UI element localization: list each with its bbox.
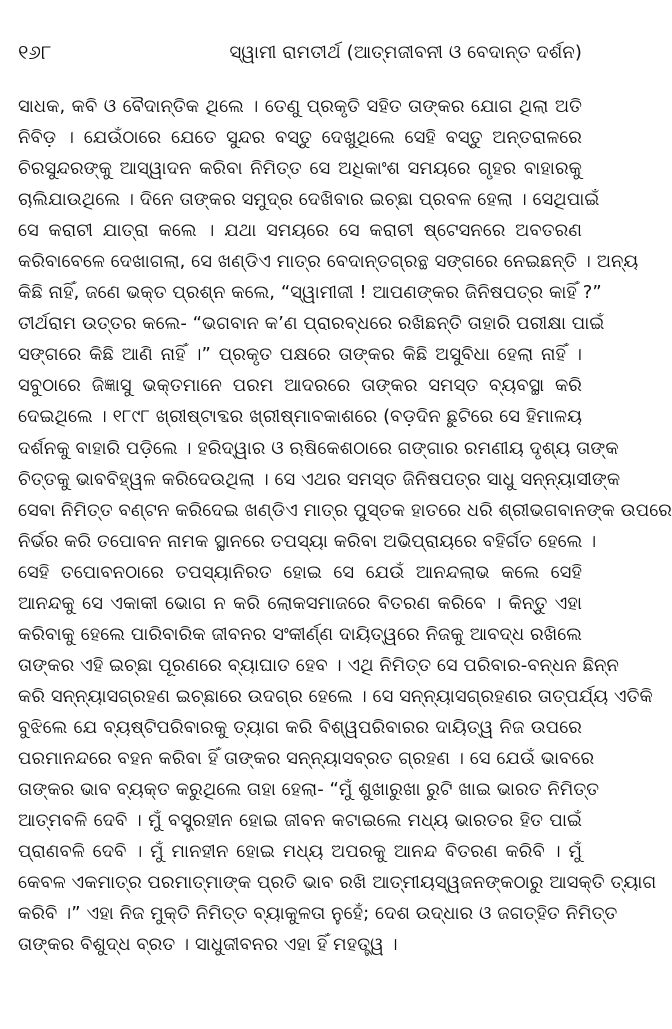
- running-title: ସ୍ୱାମୀ ରାମତୀର୍ଥ (ଆତ୍ମଜୀବନୀ ଓ ବେଦାନ୍ତ ଦର୍ଶନ): [229, 42, 582, 63]
- text-line: ନିର୍ଭର କରି ତପୋବନ ନାମକ ସ୍ଥାନରେ ତପସ୍ୟା କରିବା ଅଭିପ୍ରାୟରେ ବହିର୍ଗତ ହେଲେ ।: [18, 530, 597, 552]
- text-line: ସେବା ନିମିତ୍ତ ବଣ୍ଟନ କରିଦେଇ ଖଣ୍ଡିଏ ମାତ୍ର ପୁସ୍ତକ ହାତରେ ଧରି ଶ୍ରୀଭଗବାନଙ୍କ ଉପରେ: [18, 499, 672, 521]
- text-line: ଆନନ୍ଦକୁ ସେ ଏକାକୀ ଭୋଗ ନ କରି ଲୋକସମାଜରେ ବିତରଣ କରିବେ । କିନ୍ତୁ ଏହା: [18, 592, 582, 614]
- text-line: କରିବାବେଳେ ଦେଖାଗଲା, ସେ ଖଣ୍ଡିଏ ମାତ୍ର ବେଦାନ୍ତଗ୍ରନ୍ଥ ସଙ୍ଗରେ ନେଇଛନ୍ତି । ଅନ୍ୟ: [18, 251, 639, 273]
- text-line: ତୀର୍ଥରାମ ଉତ୍ତର କଲେ- “ଭଗବାନ କ’ଣ ପ୍ରାରବ୍ଧରେ ରଖିଛନ୍ତି ତାହାରି ପରୀକ୍ଷା ପାଇଁ: [18, 313, 605, 335]
- text-line: ପରମାନନ୍ଦରେ ବହନ କରିବା ହିଁ ତାଙ୍କର ସନ୍ନ୍ୟାସବ୍ରତ ଗ୍ରହଣ । ସେ ଯେଉଁ ଭାବରେ: [18, 747, 595, 769]
- text-line: କରିବାକୁ ହେଲେ ପାରିବାରିକ ଜୀବନର ସଂକୀର୍ଣ୍ଣ ଦାୟିତ୍ୱରେ ନିଜକୁ ଆବଦ୍ଧ ରଖିଲେ: [18, 623, 582, 645]
- text-line: ସଙ୍ଗରେ କିଛି ଆଣି ନାହିଁ ।” ପ୍ରକୃତ ପକ୍ଷରେ ତାଙ୍କର କିଛି ଅସୁବିଧା ହେଲା ନାହିଁ ।: [18, 344, 582, 366]
- text-line: ସେ କରାଚୀ ଯାତ୍ରା କଲେ । ଯଥା ସମୟରେ ସେ କରାଚୀ ଷ୍ଟେସନରେ ଅବତରଣ: [18, 220, 582, 242]
- text-line: ତାଙ୍କର ଏହି ଇଚ୍ଛା ପୂରଣରେ ବ୍ୟାଘାତ ହେବ । ଏଥି ନିମିତ୍ତ ସେ ପରିବାର-ବନ୍ଧନ ଛିନ୍ନ: [18, 654, 619, 676]
- text-line: କିଛି ନାହିଁ, ଜଣେ ଭକ୍ତ ପ୍ରଶ୍ନ କଲେ, “ସ୍ୱାମୀଜୀ ! ଆପଣଙ୍କର ଜିନିଷପତ୍ର କାହିଁ ?”: [18, 282, 602, 304]
- page-header: [18, 34, 582, 72]
- text-line: ବୁଝିଲେ ଯେ ବ୍ୟଷ୍ଟିପରିବାରକୁ ତ୍ୟାଗ କରି ବିଶ୍ୱପରିବାରର ଦାୟିତ୍ୱ ନିଜ ଉପରେ: [18, 716, 582, 738]
- text-line: ଦେଇଥିଲେ । ୧୮୯୮ ଖ୍ରୀଷ୍ଟାବ୍ଦର ଖ୍ରୀଷ୍ମାବକାଶରେ (ବଡ଼ଦିନ ଛୁଟିରେ ସେ ହିମାଳୟ: [18, 406, 582, 428]
- text-line: ପ୍ରାଣବଳି ଦେବି । ମୁଁ ମାନହୀନ ହୋଇ ମଧ୍ୟ ଅପରକୁ ଆନନ୍ଦ ବିତରଣ କରିବି । ମୁଁ: [18, 841, 582, 863]
- text-line: ଚିରସୁନ୍ଦରଙ୍କୁ ଆସ୍ୱାଦନ କରିବା ନିମିତ୍ତ ସେ ଅଧିକାଂଶ ସମୟରେ ଗୃହର ବାହାରକୁ: [18, 158, 582, 180]
- text-line: କେବଳ ଏକମାତ୍ର ପରମାତ୍ମାଙ୍କ ପ୍ରତି ଭାବ ରଖି ଆତ୍ମୀୟସ୍ୱଜନଙ୍କଠାରୁ ଆସକ୍ତି ତ୍ୟାଗ: [18, 872, 657, 894]
- text-line: ଦର୍ଶନକୁ ବାହାରି ପଡ଼ିଲେ । ହରିଦ୍ୱାର ଓ ଋଷିକେଶଠାରେ ଗଙ୍ଗାର ରମଣୀୟ ଦୃଶ୍ୟ ତାଙ୍କ: [18, 437, 619, 459]
- text-line: ତାଙ୍କର ବିଶୁଦ୍ଧ ବ୍ରତ । ସାଧୁଜୀବନର ଏହା ହିଁ ମହତ୍ତ୍ୱ ।: [18, 934, 398, 956]
- text-line: ନିବିଡ଼ । ଯେଉଁଠାରେ ଯେତେ ସୁନ୍ଦର ବସ୍ତୁ ଦେଖୁଥିଲେ ସେହି ବସ୍ତୁ ଅନ୍ତରାଳରେ: [18, 127, 582, 149]
- text-line: ଆତ୍ମବଳି ଦେବି । ମୁଁ ବସ୍ତ୍ରହୀନ ହୋଇ ଜୀବନ କଟାଇଲେ ମଧ୍ୟ ଭାରତର ହିତ ପାଇଁ: [18, 810, 582, 832]
- text-line: କରି ସନ୍ନ୍ୟାସଗ୍ରହଣ ଇଚ୍ଛାରେ ଉଦଗ୍ର ହେଲେ । ସେ ସନ୍ନ୍ୟାସଗ୍ରହଣର ତାତ୍ପର୍ଯ୍ୟ ଏତିକି: [18, 685, 653, 707]
- body-text: [18, 91, 672, 960]
- text-line: ଚିତ୍ତକୁ ଭାବବିହ୍ୱଳ କରିଦେଉଥିଲା । ସେ ଏଥର ସମସ୍ତ ଜିନିଷପତ୍ର ସାଧୁ ସନ୍ନ୍ୟାସୀଙ୍କ: [18, 468, 621, 490]
- text-line: ସବୁଠାରେ ଜିଜ୍ଞାସୁ ଭକ୍ତମାନେ ପରମ ଆଦରରେ ତାଙ୍କର ସମସ୍ତ ବ୍ୟବସ୍ଥା କରି: [18, 375, 582, 397]
- page-number: ୧୬୮: [18, 40, 52, 64]
- text-line: ସେହି ତପୋବନଠାରେ ତପସ୍ୟାନିରତ ହୋଇ ସେ ଯେଉଁ ଆନନ୍ଦଲାଭ କଲେ ସେହି: [18, 561, 582, 583]
- text-line: କରିବି ।” ଏହା ନିଜ ମୁକ୍ତି ନିମିତ୍ତ ବ୍ୟାକୁଳତା ନୁହେଁ; ଦେଶ ଉଦ୍ଧାର ଓ ଜଗତ୍‌ହିତ ନିମିତ୍ତ: [18, 903, 618, 925]
- text-line: ଚାଲିଯାଉଥିଲେ । ଦିନେ ତାଙ୍କର ସମୁଦ୍ର ଦେଖିବାର ଇଚ୍ଛା ପ୍ରବଳ ହେଲା । ସେଥିପାଇଁ: [18, 189, 600, 211]
- text-line: ସାଧକ, କବି ଓ ବୈଦାନ୍ତିକ ଥିଲେ । ତେଣୁ ପ୍ରକୃତି ସହିତ ତାଙ୍କର ଯୋଗ ଥିଲା ଅତି: [18, 96, 582, 117]
- text-line: ତାଙ୍କର ଭାବ ବ୍ୟକ୍ତ କରୁଥିଲେ ତାହା ହେଲା- “ମୁଁ ଶୁଖାରୁଖା ରୁଟି ଖାଇ ଭାରତ ନିମିତ୍ତ: [18, 779, 600, 801]
